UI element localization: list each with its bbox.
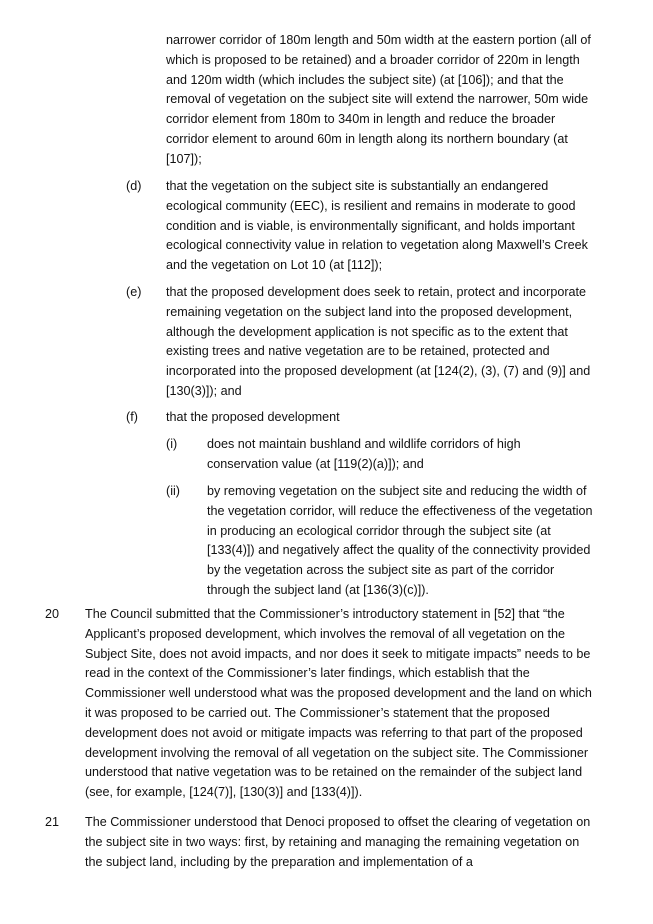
item-label-f: (f) <box>126 410 138 424</box>
paragraph-number-20: 20 <box>45 607 60 621</box>
item-label-e: (e) <box>126 285 142 299</box>
item-e <box>166 283 596 402</box>
subitem-label-i: (i) <box>166 437 178 451</box>
paragraph-text: The Council submitted that the Commissioner’s introductory statement in [52] that “the Applicant’s proposed development, which involves the removal of all vegetation on the Subject Site, does not avoid impacts, and nor does it seek to mitigate impacts” needs to be read in the context of the Commissioner’s later findings, which establish that the Commissioner well understood what was the proposed development and the land on which it was proposed to be carried out. The Commissioner’s statement that the proposed development does not avoid or mitigate impacts was referring to that part of the proposed development involving the removal of all vegetation on the subject site. The Commissioner understood that native vegetation was to be retained on the remainder of the subject land (see, for example, [124(7)], [130(3)] and [133(4)]). <box>85 607 592 800</box>
item-label-d: (d) <box>126 179 142 193</box>
subitem-text: does not maintain bushland and wildlife corridors of high conservation value (at [119(2)(a)]); and <box>207 437 521 471</box>
paragraph-number-21: 21 <box>45 815 60 829</box>
item-text: that the proposed development does seek to retain, protect and incorporate remaining vegetation on the subject land into the proposed development, although the development application is not specific as to the extent that existing trees and native vegetation are to be retained, protected and incorporated into the proposed development (at [124(2), (3), (7) and (9)] and [130(3)]); and <box>166 285 591 398</box>
paragraph-text: The Commissioner understood that Denoci proposed to offset the clearing of vegetation on the subject site in two ways: first, by retaining and managing the remaining vegetation on the subject land, including by the preparation and implementation of a <box>85 815 591 869</box>
subitem-ii <box>207 482 597 601</box>
item-text: that the vegetation on the subject site is substantially an endangered ecological community (EEC), is resilient and remains in moderate to good condition and is viable, is environmentally significant, and holds important ecological connectivity value in relation to vegetation along Maxwell’s Creek and the vegetation on Lot 10 (at [112]); <box>166 179 588 273</box>
continuation-paragraph <box>166 31 598 170</box>
item-d <box>166 177 596 276</box>
paragraph-21 <box>85 813 599 872</box>
continuation-text: narrower corridor of 180m length and 50m width at the eastern portion (all of which is proposed to be retained) and a broader corridor of 220m in length and 120m width (which includes the subject site) (at [106]); and that the removal of vegetation on the subject site will extend the narrower, 50m wide corridor element from 180m to 340m in length and reduce the broader corridor element to around 60m in length along its northern boundary (at [107]); <box>166 33 591 166</box>
subitem-label-ii: (ii) <box>166 484 180 498</box>
subitem-i <box>207 435 567 475</box>
paragraph-20 <box>85 605 599 803</box>
item-f <box>166 408 596 428</box>
item-text: that the proposed development <box>166 410 340 424</box>
subitem-text: by removing vegetation on the subject site and reducing the width of the vegetation corridor, will reduce the effectiveness of the vegetation in producing an ecological corridor through the subject site (at [133(4)]) and negatively affect the quality of the connectivity provided by the vegetation across the subject site as part of the corridor through the subject land (at [136(3)(c)]). <box>207 484 593 597</box>
